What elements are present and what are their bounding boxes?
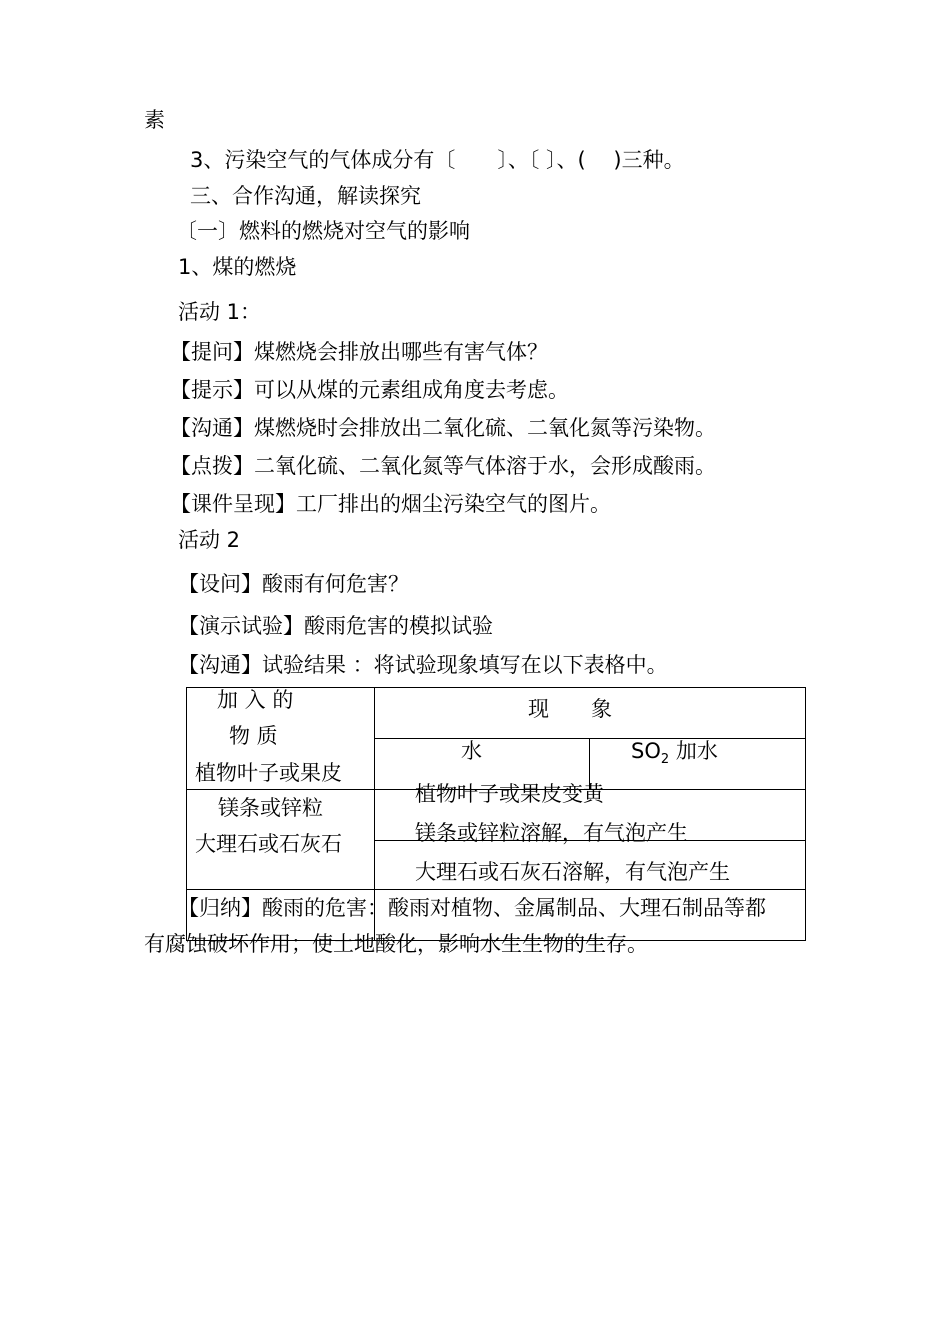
table-cell-substance: 镁条或锌粒 bbox=[218, 796, 323, 820]
text-line: 【沟通】煤燃烧时会排放出二氧化硫、二氧化氮等污染物。 bbox=[170, 416, 716, 440]
text-line: 【提问】煤燃烧会排放出哪些有害气体？ bbox=[170, 340, 548, 364]
table-header-phenomenon: 现 象 bbox=[528, 697, 612, 721]
table-border bbox=[805, 687, 806, 941]
table-border bbox=[374, 738, 806, 739]
text-line-fragment: 素 bbox=[144, 108, 165, 132]
summary-line: 有腐蚀破坏作用；使土地酸化，影响水生生物的生存。 bbox=[144, 932, 648, 956]
text-line: 【沟通】试验结果 ：将试验现象填写在以下表格中。 bbox=[178, 653, 668, 677]
text-line-fill-blank: 3、污染空气的气体成分有〔 〕、〔 〕、( )三种。 bbox=[190, 148, 685, 172]
text-line: 【点拨】二氧化硫、二氧化氮等气体溶于水，会形成酸雨。 bbox=[170, 454, 716, 478]
table-cell-substance: 植物叶子或果皮 bbox=[195, 761, 342, 785]
section-heading: 三、合作沟通，解读探究 bbox=[190, 184, 421, 208]
item-heading: 1、煤的燃烧 bbox=[178, 255, 297, 279]
table-cell-substance: 大理石或石灰石 bbox=[195, 832, 342, 856]
text-line: 【课件呈现】工厂排出的烟尘污染空气的图片。 bbox=[170, 492, 611, 516]
table-header-substance: 加 入 的 bbox=[217, 688, 294, 712]
activity-label: 活动 2 bbox=[178, 528, 241, 552]
table-header-water: 水 bbox=[461, 739, 482, 763]
text-line: 【设问】酸雨有何危害？ bbox=[178, 572, 409, 596]
table-cell-phenomenon: 镁条或锌粒溶解，有气泡产生 bbox=[415, 821, 688, 845]
text-line: 【演示试验】酸雨危害的模拟试验 bbox=[178, 614, 493, 638]
subsection-heading: 〔一〕燃料的燃烧对空气的影响 bbox=[176, 219, 470, 243]
table-header-so2-water: $SO_2$ 加水 bbox=[631, 739, 718, 768]
table-cell-phenomenon: 大理石或石灰石溶解，有气泡产生 bbox=[415, 860, 730, 884]
summary-line: 【归纳】酸雨的危害：酸雨对植物、金属制品、大理石制品等都 bbox=[178, 896, 766, 920]
table-header-substance: 物 质 bbox=[229, 724, 278, 748]
text-line: 【提示】可以从煤的元素组成角度去考虑。 bbox=[170, 378, 569, 402]
table-border bbox=[186, 889, 806, 890]
activity-label: 活动 1： bbox=[178, 300, 262, 324]
table-cell-phenomenon: 植物叶子或果皮变黄 bbox=[415, 782, 604, 806]
